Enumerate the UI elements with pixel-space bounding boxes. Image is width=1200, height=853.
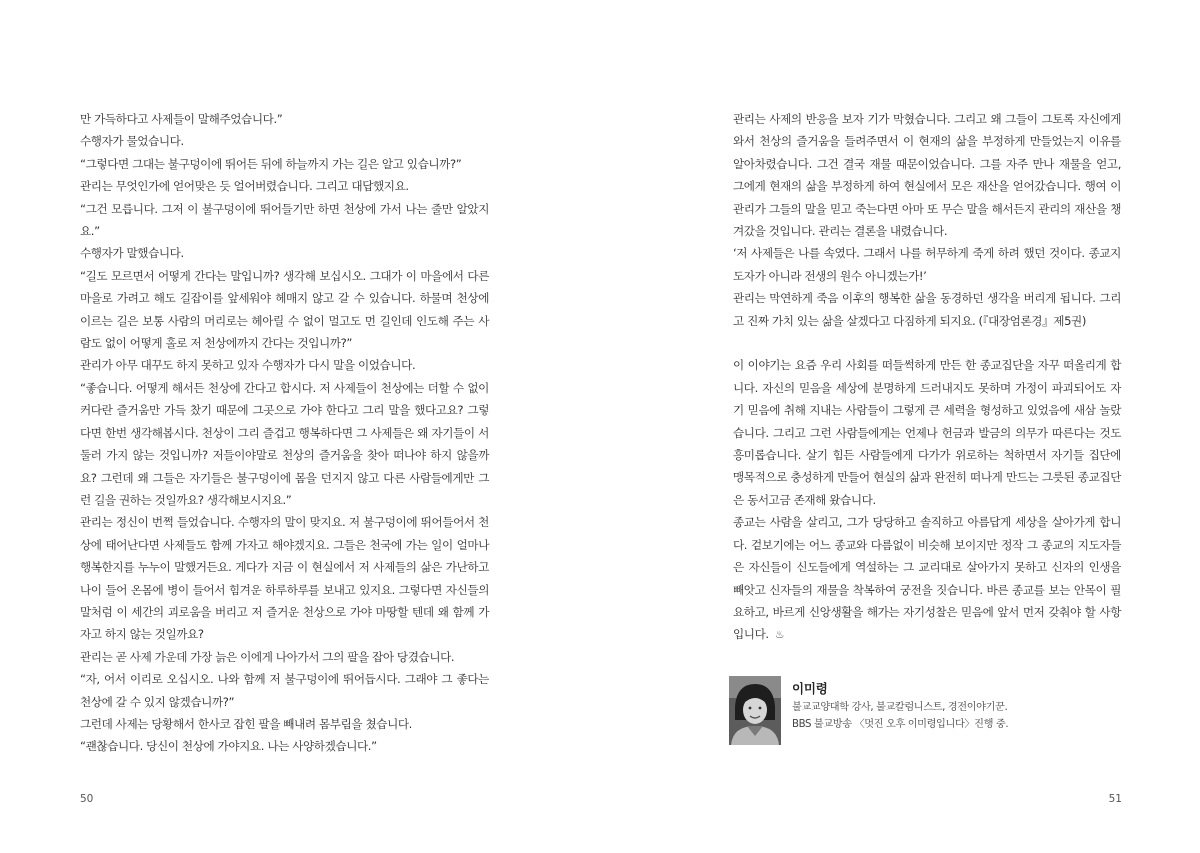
author-bio-line: BBS 불교방송 〈멋진 오후 이미령입니다〉진행 중.	[792, 719, 1009, 730]
author-name: 이미령	[792, 681, 828, 696]
paragraph: 관리는 무엇인가에 얻어맞은 듯 얼어버렸습니다. 그리고 대답했지요.	[80, 179, 409, 194]
paragraph: ‘저 사제들은 나를 속였다. 그래서 나를 허무하게 죽게 하려 했던 것이다. 종교지도자가 아니라 전생의 원수 아니겠는가!’	[733, 246, 1121, 283]
paragraph: 그런데 사제는 당황해서 한사코 잡힌 팔을 빼내려 몸부림을 쳤습니다.	[80, 716, 412, 731]
paragraph: “좋습니다. 어떻게 해서든 천상에 간다고 합시다. 저 사제들이 천상에는 더할 수 없이 커다란 즐거움만 가득 찼기 때문에 그곳으로 가야 한다고 그리 말을 했다고요? 그렇다면 한번 생각해봅시다. 천상이 그리 즐겁고 행복하다면 그 사제들은 왜 자기들이 서둘러 가지 않는 것입니까? 저들이야말로 천상의 즐거움을 찾아 떠나야 하지 않을까요? 그런데 왜 그들은 자기들은 불구덩이에 몸을 던지지 않고 다른 사람들에게만 그런 길을 권하는 것일까요? 생각해보시지요.”	[80, 380, 489, 507]
paragraph: 관리가 아무 대꾸도 하지 못하고 있자 수행자가 다시 말을 이었습니다.	[80, 358, 416, 373]
paragraph: “괜찮습니다. 당신이 천상에 가야지요. 나는 사양하겠습니다.”	[80, 739, 377, 754]
paragraph: 수행자가 말했습니다.	[80, 246, 184, 261]
author-bio	[792, 699, 1008, 733]
right-page	[600, 0, 1200, 853]
paragraph: 이 이야기는 요즘 우리 사회를 떠들썩하게 만든 한 종교집단을 자꾸 떠올리게 합니다. 자신의 믿음을 세상에 분명하게 드러내지도 못하며 가정이 파괴되어도 자기 믿음에 취해 지내는 사람들이 그렇게 큰 세력을 형성하고 있었음에 새삼 놀랐습니다. 그리고 그런 사람들에게는 언제나 헌금과 발금의 의무가 따른다는 것도 흥미롭습니다. 살기 힘든 사람들에게 다가가 위로하는 척하면서 자기들 집단에 맹목적으로 충성하게 만들어 현실의 삶과 완전히 떠나게 만드는 그릇된 종교집단은 동서고금 존재해 왔습니다.	[733, 358, 1121, 507]
author-bio-line: 불교교양대학 강사, 불교칼럼니스트, 경전이야기꾼.	[792, 702, 1008, 713]
paragraph: “자, 어서 이리로 오십시오. 나와 함께 저 불구덩이에 뛰어듭시다. 그래야 그 좋다는 천상에 갈 수 있지 않겠습니까?”	[80, 672, 489, 709]
paragraph: “길도 모르면서 어떻게 간다는 말입니까? 생각해 보십시오. 그대가 이 마을에서 다른 마을로 가려고 해도 길잡이를 앞세워야 헤매지 않고 갈 수 있습니다. 하물며 천상에 이르는 길은 보통 사람의 머리로는 헤아릴 수 없이 멀고도 먼 길인데 인도해 주는 사람도 없이 어떻게 홀로 저 천상에까지 간다는 것입니까?”	[80, 268, 489, 351]
right-body-text	[733, 108, 1121, 647]
paragraph: 만 가득하다고 사제들이 말해주었습니다.”	[80, 112, 283, 126]
paragraph: 관리는 정신이 번쩍 들었습니다. 수행자의 말이 맞지요. 저 불구덩이에 뛰어들어서 천상에 태어난다면 사제들도 함께 가자고 해야겠지요. 그들은 천국에 가는 일이 얼마나 행복한지를 누누이 말했거든요. 게다가 지금 이 현실에서 저 사제들의 삶은 가난하고 나이 들어 온몸에 병이 들어서 힘겨운 하루하루를 보내고 있지요. 그렇다면 자신들의 말처럼 이 세간의 괴로움을 버리고 저 즐거운 천상으로 가야 마땅할 텐데 왜 함께 가자고 하지 않는 것일까요?	[80, 515, 489, 642]
author-photo	[729, 676, 781, 745]
page-number: 50	[80, 793, 94, 805]
page-number: 51	[1108, 793, 1122, 805]
author-portrait-icon	[729, 676, 781, 745]
author-box	[729, 676, 1149, 746]
end-mark-icon: ♨	[774, 628, 785, 642]
paragraph-text: 종교는 사람을 살리고, 그가 당당하고 솔직하고 아름답게 세상을 살아가게 합니다. 겉보기에는 어느 종교와 다름없이 비슷해 보이지만 정작 그 종교의 지도자들은 자신들이 신도들에게 역설하는 그 교리대로 살아가지 못하고 신자의 인생을 빼앗고 신자들의 재물을 착복하여 궁전을 짓습니다. 바른 종교를 보는 안목이 필요하고, 바르게 신앙생활을 해가는 자기성찰은 믿음에 앞서 먼저 갖춰야 할 사항입니다.	[733, 515, 1121, 642]
paragraph: 관리는 곧 사제 가운데 가장 늙은 이에게 나아가서 그의 팔을 잡아 당겼습니다.	[80, 649, 455, 664]
paragraph: 관리는 사제의 반응을 보자 기가 막혔습니다. 그리고 왜 그들이 그토록 자신에게 와서 천상의 즐거움을 들려주면서 이 현재의 삶을 부정하게 만들었는지 이유를 알아차렸습니다. 그건 결국 재물 때문이었습니다. 그를 자주 만나 재물을 얻고, 그에게 현재의 삶을 부정하게 하여 현실에서 모은 재산을 얻어갔습니다. 행여 이 관리가 그들의 말을 믿고 죽는다면 아마 또 무슨 말을 해서든지 관리의 재산을 챙겨갔을 것입니다. 관리는 결론을 내렸습니다.	[733, 112, 1121, 239]
paragraph	[733, 511, 1121, 646]
paragraph: “그건 모릅니다. 그저 이 불구덩이에 뛰어들기만 하면 천상에 가서 나는 줄만 알았지요.”	[80, 201, 489, 239]
paragraph: 관리는 막연하게 죽음 이후의 행복한 삶을 동경하던 생각을 버리게 됩니다. 그리고 진짜 가치 있는 삶을 살겠다고 다짐하게 되지요. (『대장엄론경』제5권)	[733, 291, 1121, 328]
paragraph: “그렇다면 그대는 불구덩이에 뛰어든 뒤에 하늘까지 가는 길은 알고 있습니까?”	[80, 156, 462, 171]
left-body-text	[80, 108, 489, 758]
paragraph: 수행자가 물었습니다.	[80, 134, 184, 149]
